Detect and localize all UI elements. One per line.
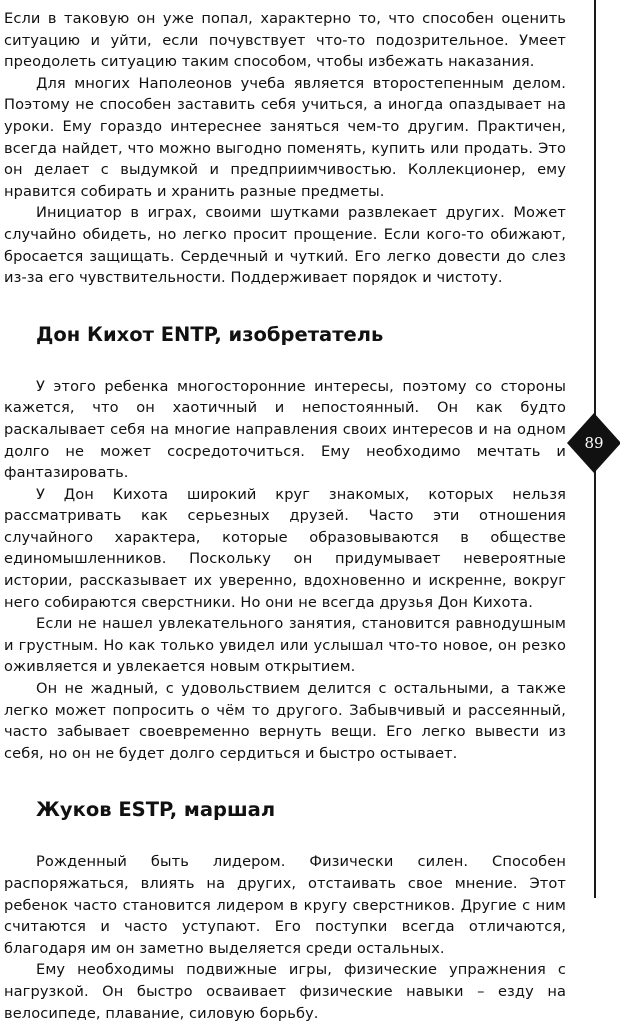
spacer bbox=[4, 822, 566, 851]
spacer bbox=[4, 289, 566, 323]
spacer bbox=[4, 347, 566, 376]
spacer bbox=[4, 764, 566, 798]
page-number-marker bbox=[567, 413, 620, 473]
paragraph: У этого ребенка многосторонние интересы, поэтому со стороны кажется, что он хаотичный и непостоянный. Он как будто раскалывает себя на многие направления своих интересов и на одном долго не может сосредоточиться. Ему необходимо мечтать и фантазировать. bbox=[4, 377, 566, 482]
paragraph-continuation: Если в таковую он уже попал, характерно то, что способен оценить ситуацию и уйти, если почувствует что-то подозрительное. Умеет преодолеть ситуацию таким способом, чтобы избежать наказания. bbox=[4, 10, 566, 71]
paragraph: У Дон Кихота широкий круг знакомых, которых нельзя рассматривать как серьезных друзей. Часто эти отношения случайного характера, которые образовываются в обществе единомышленников. Поскольку он придумывает невероятные истории, рассказывает их уверенно, вдохновенно и искренне, вокруг него собираются сверстники. Но они не всегда друзья Дон Кихота. bbox=[4, 485, 566, 611]
section-heading-entp: Дон Кихот ENTP, изобретатель bbox=[36, 322, 384, 346]
paragraph: Если не нашел увлекательного занятия, становится равнодушным и грустным. Но как только увидел или услышал что-то новое, он резко оживляется и увлекается новым открытием. bbox=[4, 615, 566, 676]
paragraph: Для многих Наполеонов учеба является второстепенным делом. Поэтому не способен заставить себя учиться, а иногда опаздывает на уроки. Ему гораздо интереснее заняться чем-то другим. Практичен, всегда найдет, что можно выгодно поменять, купить или продать. Это он делает с выдумкой и предприимчивостью. Коллекционер, ему нравится собирать и хранить разные предметы. bbox=[4, 74, 566, 200]
paragraph: Рожденный быть лидером. Физически силен. Способен распоряжаться, влиять на других, отстаивать свое мнение. Этот ребенок часто становится лидером в кругу сверстников. Другие с ним считаются и часто уступают. Его поступки всегда отличаются, благодаря им он заметно выделяется среди остальных. bbox=[4, 853, 566, 957]
text-column bbox=[4, 8, 566, 1024]
paragraph: Он не жадный, с удовольствием делится с остальными, а также легко может попросить о чём то другого. Забывчивый и рассеянный, часто забывает своевременно вернуть вещи. Его легко вывести из себя, но он не будет долго сердиться и быстро остывает. bbox=[4, 680, 566, 762]
page-number: 89 bbox=[584, 434, 604, 452]
paragraph: Инициатор в играх, своими шутками развлекает других. Может случайно обидеть, но легко просит прощение. Если кого-то обижают, бросается защищать. Сердечный и чуткий. Его легко довести до слез из-за его чувствительности. Поддерживает порядок и чистоту. bbox=[4, 204, 566, 287]
section-heading-estp: Жуков ESTP, маршал bbox=[36, 798, 276, 822]
paragraph: Ему необходимы подвижные игры, физические упражнения с нагрузкой. Он быстро осваивает физические навыки – езду на велосипеде, плавание, силовую борьбу. bbox=[4, 961, 566, 1022]
